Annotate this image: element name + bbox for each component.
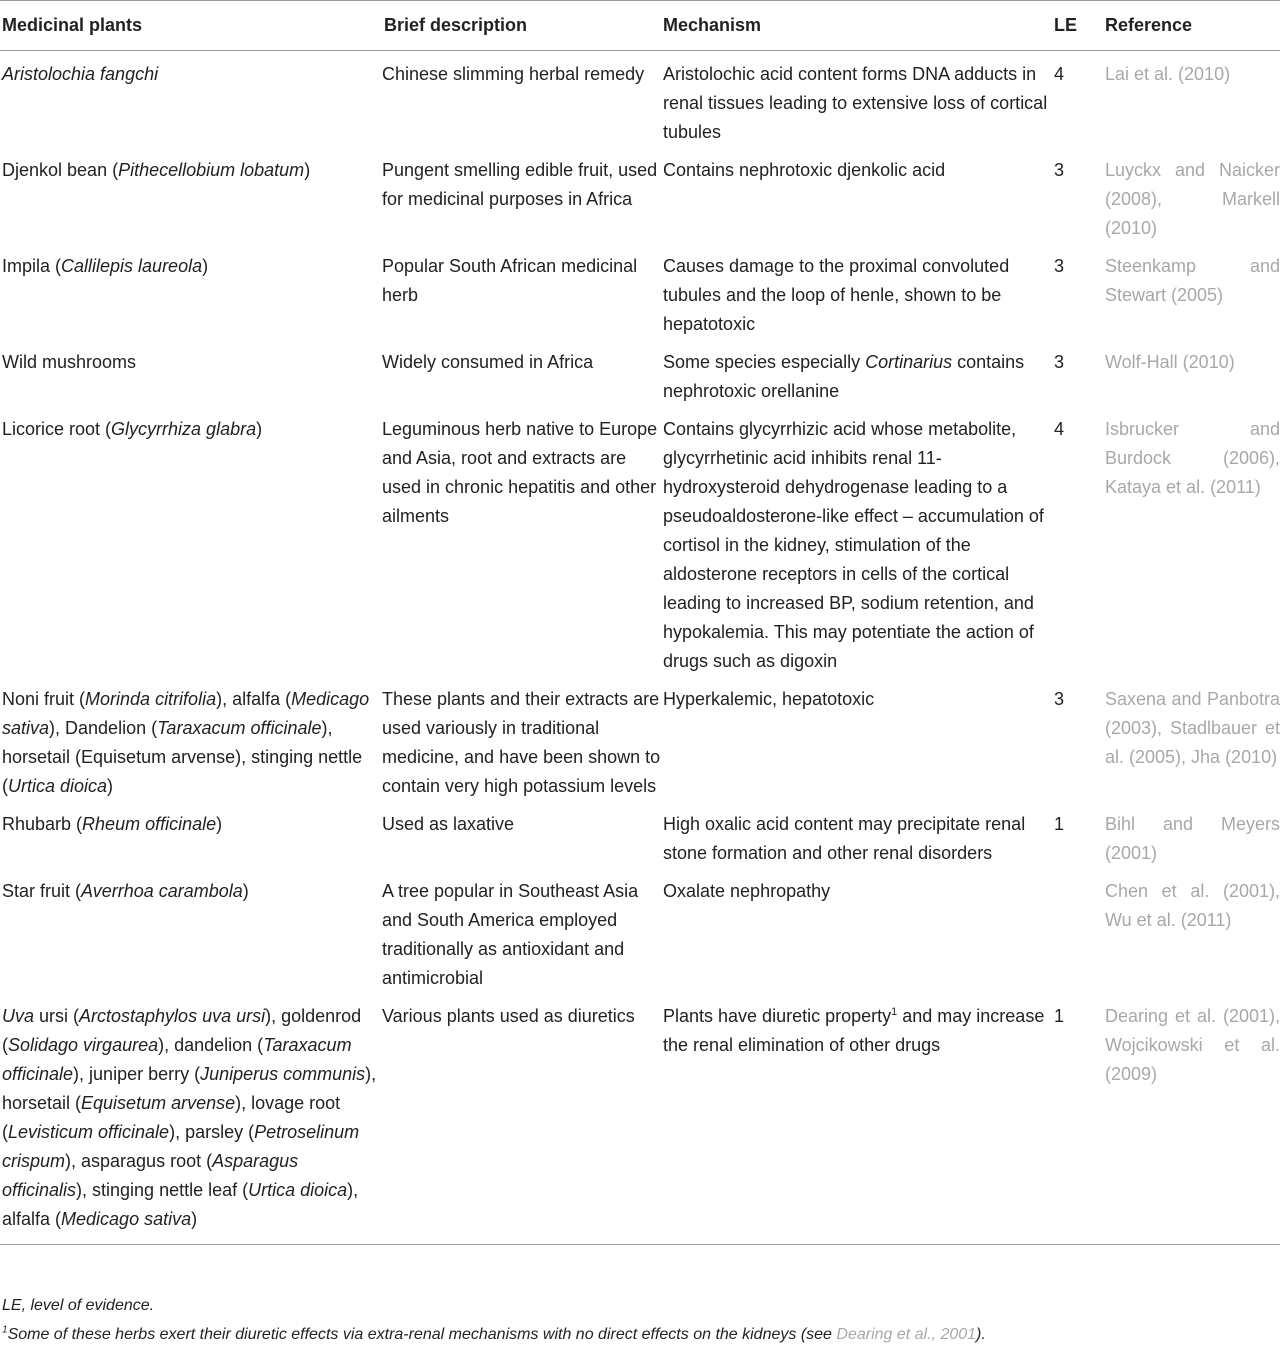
description-cell: Popular South African medicinal herb — [382, 256, 638, 305]
text-segment: ursi ( — [34, 1006, 80, 1026]
text-segment: ), horsetail ( — [2, 1064, 377, 1113]
reference-cell[interactable]: Lai et al. (2010) — [1105, 64, 1231, 84]
header-brief-description: Brief description — [382, 1, 661, 51]
text-segment: ), parsley ( — [169, 1122, 255, 1142]
description-cell: Leguminous herb native to Europe and Asia, root and extracts are used in chronic hepatitis and other ailments — [382, 419, 658, 526]
reference-cell[interactable]: Chen et al. (2001), Wu et al. (2011) — [1105, 881, 1280, 930]
reference-cell[interactable]: Bihl and Meyers (2001) — [1105, 814, 1280, 863]
le-cell: 4 — [1054, 64, 1065, 84]
table-row — [0, 406, 1280, 676]
reference-cell[interactable]: Steenkamp and Stewart (2005) — [1105, 256, 1280, 305]
table-row — [0, 243, 1280, 339]
scientific-name: Taraxacum officinale — [157, 718, 322, 738]
plant-cell — [0, 993, 382, 1245]
text-segment: ), dandelion ( — [158, 1035, 264, 1055]
scientific-name: Petroselinum crispum — [2, 1122, 360, 1171]
scientific-name: Uva — [2, 1006, 35, 1026]
table-row — [0, 51, 1280, 148]
plant-cell — [0, 339, 382, 406]
text-segment: ), lovage root ( — [2, 1093, 341, 1142]
mechanism-cell — [661, 676, 1054, 801]
text-segment: Oxalate nephropathy — [663, 881, 831, 901]
reference-cell[interactable]: Wolf-Hall (2010) — [1105, 352, 1235, 372]
header-row — [0, 1, 1280, 51]
text-segment: Licorice root ( — [2, 419, 112, 439]
scientific-name: Morinda citrifolia — [85, 689, 217, 709]
scientific-name: Asparagus officinalis — [2, 1151, 299, 1200]
footnote-text-end: ). — [976, 1326, 986, 1343]
text-segment: ) — [256, 419, 263, 439]
le-cell: 1 — [1054, 993, 1103, 1245]
text-segment: High oxalic acid content may precipitate renal stone formation and other renal disorders — [663, 814, 1026, 863]
text-segment: Contains nephrotoxic djenkolic acid — [663, 160, 946, 180]
le-cell: 3 — [1054, 352, 1065, 372]
description-cell: Chinese slimming herbal remedy — [382, 64, 645, 84]
text-segment: Aristolochic acid content forms DNA adducts in renal tissues leading to extensive loss of cortical tubules — [663, 64, 1048, 142]
text-segment: ), juniper berry ( — [73, 1064, 201, 1084]
text-segment: Wild mushrooms — [2, 352, 137, 372]
description-cell: Pungent smelling edible fruit, used for medicinal purposes in Africa — [382, 160, 658, 209]
description-cell: Widely consumed in Africa — [382, 352, 594, 372]
plant-cell — [0, 147, 382, 243]
table-body — [0, 51, 1280, 1245]
table-row — [0, 993, 1280, 1245]
plant-cell — [0, 676, 382, 801]
scientific-name: Medicago sativa — [2, 689, 370, 738]
footnote-citation-link[interactable]: Dearing et al., 2001 — [836, 1326, 977, 1343]
footnote-diuretic — [2, 1325, 986, 1345]
mechanism-cell — [661, 406, 1054, 676]
scientific-name: Aristolochia fangchi — [2, 64, 159, 84]
table-header — [0, 1, 1280, 51]
text-segment: ) — [191, 1209, 198, 1229]
scientific-name: Equisetum arvense — [81, 1093, 236, 1113]
le-cell: 3 — [1054, 160, 1065, 180]
text-segment: ) — [202, 256, 209, 276]
text-segment: Hyperkalemic, hepatotoxic — [663, 689, 875, 709]
mechanism-cell — [661, 801, 1054, 868]
footnote-text: Some of these herbs exert their diuretic effects via extra-renal mechanisms with no direct effects on the kidneys (see — [7, 1326, 837, 1343]
mechanism-cell — [661, 51, 1054, 148]
scientific-name: Urtica dioica — [8, 776, 108, 796]
text-segment: Contains glycyrrhizic acid whose metabolite, glycyrrhetinic acid inhibits renal 11-hydroxysteroid dehydrogenase leading to a pseudoaldosterone-like effect – accumulation of cortisol in the kidney, stimulation of the aldosterone receptors in cells of the cortical leading to increased BP, sodium retention, and hypokalemia. This may potentiate the action of drugs such as digoxin — [663, 419, 1044, 671]
scientific-name: Glycyrrhiza glabra — [111, 419, 257, 439]
text-segment: ) — [107, 776, 114, 796]
description-cell: Various plants used as diuretics — [382, 993, 661, 1245]
scientific-name: Arctostaphylos uva ursi — [79, 1006, 266, 1026]
scientific-name: Pithecellobium lobatum — [118, 160, 305, 180]
mechanism-cell — [661, 993, 1054, 1245]
le-cell: 4 — [1054, 419, 1065, 439]
plant-cell — [0, 243, 382, 339]
table-row — [0, 868, 1280, 993]
footnote-marker: 1 — [2, 1324, 8, 1336]
text-segment: ), asparagus root ( — [65, 1151, 213, 1171]
text-segment: and may increase the renal elimination of other drugs — [663, 1006, 1045, 1055]
text-segment: ), alfalfa ( — [2, 1180, 359, 1229]
text-segment: Star fruit ( — [2, 881, 82, 901]
scientific-name: Taraxacum officinale — [2, 1035, 352, 1084]
table-row — [0, 147, 1280, 243]
text-segment: ), horsetail (Equisetum arvense), stinging nettle ( — [2, 718, 363, 796]
mechanism-cell — [661, 868, 1054, 993]
le-cell: 3 — [1054, 256, 1065, 276]
scientific-name: Urtica dioica — [248, 1180, 348, 1200]
scientific-name: Juniperus communis — [200, 1064, 366, 1084]
text-segment: Impila ( — [2, 256, 62, 276]
text-segment: ), alfalfa ( — [216, 689, 292, 709]
header-mechanism: Mechanism — [661, 1, 1054, 51]
text-segment: contains nephrotoxic orellanine — [663, 352, 1025, 401]
le-cell — [1054, 868, 1103, 993]
plant-cell — [0, 801, 382, 868]
reference-cell[interactable]: Dearing et al. (2001), Wojcikowski et al. (2009) — [1103, 993, 1280, 1245]
text-segment: Some species especially — [663, 352, 866, 372]
plant-cell — [0, 406, 382, 676]
text-segment: Noni fruit ( — [2, 689, 86, 709]
text-segment: Causes damage to the proximal convoluted tubules and the loop of henle, shown to be hepatotoxic — [663, 256, 1010, 334]
text-segment: ), goldenrod ( — [2, 1006, 362, 1055]
scientific-name: Rheum officinale — [82, 814, 217, 834]
plant-cell — [0, 868, 382, 993]
header-medicinal-plants: Medicinal plants — [0, 1, 382, 51]
scientific-name: Callilepis laureola — [61, 256, 203, 276]
text-segment: ) — [216, 814, 223, 834]
le-cell: 1 — [1054, 814, 1065, 834]
description-cell: Used as laxative — [382, 814, 515, 834]
footnote-marker: 1 — [891, 1006, 898, 1018]
footnote-le: LE, level of evidence. — [2, 1297, 155, 1314]
table-row — [0, 676, 1280, 801]
scientific-name: Cortinarius — [865, 352, 953, 372]
header-le: LE — [1054, 1, 1103, 51]
scientific-name: Solidago virgaurea — [8, 1035, 159, 1055]
text-segment: ), Dandelion ( — [49, 718, 158, 738]
text-segment: ), stinging nettle leaf ( — [76, 1180, 249, 1200]
description-cell: A tree popular in Southeast Asia and South America employed traditionally as antioxidant and antimicrobial — [382, 881, 639, 988]
reference-cell[interactable]: Isbrucker and Burdock (2006), Kataya et al. (2011) — [1105, 419, 1280, 497]
text-segment: Djenkol bean ( — [2, 160, 119, 180]
scientific-name: Medicago sativa — [61, 1209, 192, 1229]
scientific-name: Averrhoa carambola — [81, 881, 243, 901]
text-segment: Rhubarb ( — [2, 814, 83, 834]
text-segment: ) — [304, 160, 311, 180]
text-segment: Plants have diuretic property — [663, 1006, 892, 1026]
le-cell: 3 — [1054, 689, 1065, 709]
reference-cell[interactable]: Luyckx and Naicker (2008), Markell (2010) — [1105, 160, 1280, 238]
mechanism-cell — [661, 147, 1054, 243]
scientific-name: Levisticum officinale — [8, 1122, 170, 1142]
mechanism-cell — [661, 339, 1054, 406]
header-reference: Reference — [1103, 1, 1280, 51]
reference-cell[interactable]: Saxena and Panbotra (2003), Stadlbauer et al. (2005), Jha (2010) — [1105, 689, 1280, 767]
description-cell: These plants and their extracts are used variously in traditional medicine, and have been shown to contain very high potassium levels — [382, 689, 661, 796]
text-segment: ) — [242, 881, 249, 901]
plant-cell — [0, 51, 382, 148]
mechanism-cell — [661, 243, 1054, 339]
table-row — [0, 339, 1280, 406]
table-row — [0, 801, 1280, 868]
